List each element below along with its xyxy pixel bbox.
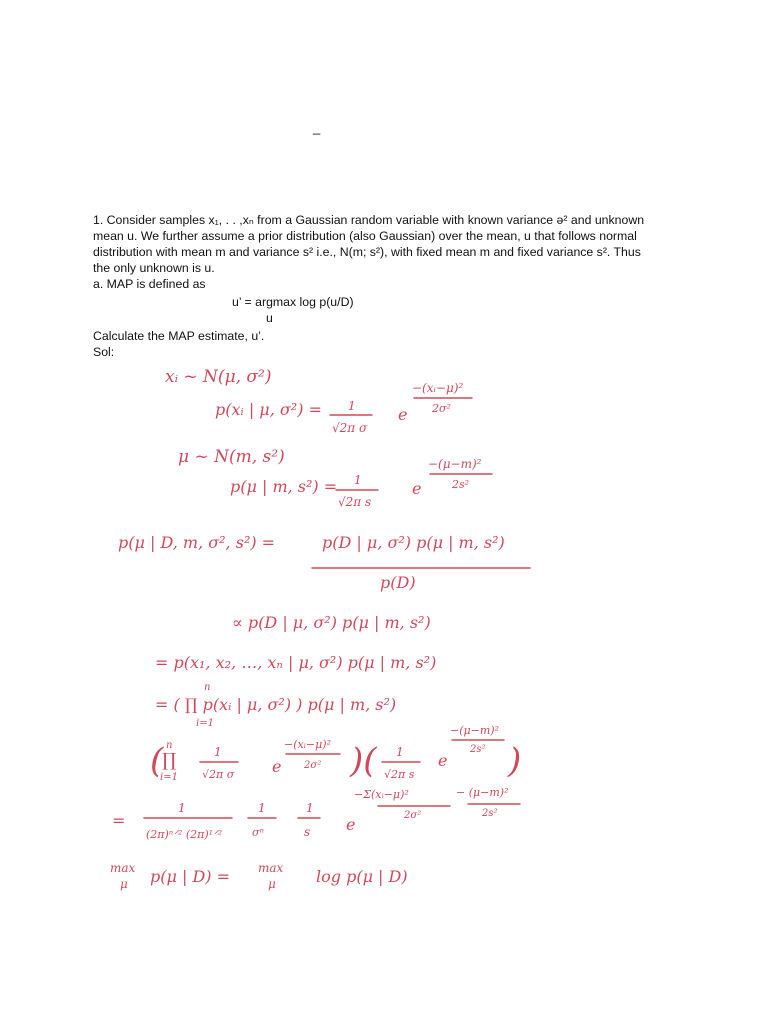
- hw-line-10-e: e: [346, 815, 356, 834]
- hw-line-10-exp2-den: 2s²: [482, 808, 498, 819]
- hw-line-11-rhs: log p(μ | D): [316, 867, 408, 886]
- hw-line-8: = ( ∏ p(xᵢ | μ, σ²) ) p(μ | m, s²): [155, 695, 397, 714]
- hw-line-11-mu1: μ: [120, 877, 128, 891]
- instruction-block: [93, 328, 264, 360]
- hw-line-2-exp-base: e: [398, 405, 408, 424]
- hw-line-9-num1: 1: [214, 745, 222, 759]
- hw-line-9-exp2-num: −(μ−m)²: [450, 724, 500, 737]
- hw-line-9-den1: √2π σ: [202, 768, 235, 781]
- hw-line-3: μ ~ N(m, s²): [178, 447, 285, 467]
- handwritten-solution: [0, 360, 768, 920]
- hw-line-9-n: n: [166, 740, 173, 751]
- hw-line-11-max2: max: [258, 861, 284, 875]
- hw-line-5-lhs: p(μ | D, m, σ², s²) =: [118, 533, 276, 552]
- hw-line-4-exp-base: e: [412, 479, 422, 498]
- hw-line-9-exp1-den: 2σ²: [304, 760, 322, 771]
- hw-line-2-num: 1: [348, 399, 356, 413]
- hw-line-9-exp2-den: 2s²: [470, 744, 486, 755]
- hw-line-2-lhs: p(xᵢ | μ, σ²) =: [215, 400, 322, 419]
- hw-line-5-num: p(D | μ, σ²) p(μ | m, s²): [322, 533, 505, 552]
- hw-line-4-exp-den: 2s²: [452, 478, 470, 491]
- hw-line-4-lhs: p(μ | m, s²) =: [230, 477, 338, 496]
- hw-line-10-exp1-den: 2σ²: [404, 810, 422, 821]
- hw-line-10-num2: 1: [258, 801, 266, 815]
- hw-line-4-den: √2π s: [338, 495, 372, 509]
- hw-line-4-num: 1: [354, 473, 362, 487]
- hw-line-9-e1: e: [272, 757, 282, 776]
- hw-line-8-n: n: [204, 682, 211, 693]
- hw-line-9-prod: ∏: [162, 750, 177, 771]
- problem-statement: [93, 212, 693, 292]
- hw-line-5-den: p(D): [380, 573, 416, 592]
- hw-line-9-mid: )(: [350, 741, 377, 781]
- hw-line-9-den2: √2π s: [384, 768, 415, 781]
- hw-line-9-exp1-num: −(xᵢ−μ)²: [284, 738, 331, 751]
- hw-line-4-exp-num: −(μ−m)²: [428, 457, 482, 471]
- hw-line-11-lhs: p(μ | D) =: [150, 867, 231, 886]
- header-dash: _: [313, 120, 321, 135]
- hw-line-10-den2: σⁿ: [252, 826, 264, 839]
- hw-line-10-num1: 1: [178, 801, 186, 815]
- problem-line-2: mean u. We further assume a prior distribution (also Gaussian) over the mean, u that follows normal: [93, 229, 637, 244]
- hw-line-8-index: i=1: [196, 718, 214, 729]
- hw-line-10-den1: (2π)ⁿᐟ² (2π)¹ᐟ²: [146, 828, 223, 841]
- hw-line-10-exp2-num: − (μ−m)²: [456, 786, 509, 799]
- hw-line-9-open: (: [150, 741, 164, 781]
- hw-line-9-close: ): [508, 741, 522, 781]
- hw-line-1: xᵢ ~ N(μ, σ²): [165, 367, 272, 387]
- hw-line-10-den3: s: [304, 825, 311, 839]
- problem-line-3: distribution with mean m and variance s² i.e., N(m; s²), with fixed mean m and fixed variance s². Thus: [93, 245, 641, 260]
- hw-line-2-exp-num: −(xᵢ−μ)²: [412, 381, 464, 395]
- hw-line-9-num2: 1: [396, 745, 404, 759]
- hw-line-10-eq: =: [112, 811, 126, 830]
- problem-line-1: 1. Consider samples x₁, . . ,xₙ from a Gaussian random variable with known variance ə² and unknown: [93, 213, 645, 227]
- hw-line-11-mu2: μ: [268, 877, 276, 891]
- solution-label: Sol:: [93, 345, 115, 359]
- hw-line-9-e2: e: [438, 751, 448, 770]
- hw-line-7: = p(x₁, x₂, …, xₙ | μ, σ²) p(μ | m, s²): [155, 653, 437, 672]
- problem-line-4: the only unknown is u.: [93, 261, 215, 276]
- problem-part-a: a. MAP is defined as: [93, 277, 206, 292]
- hw-line-9-index: i=1: [160, 772, 178, 783]
- hw-line-11-max1: max: [110, 861, 136, 875]
- hw-line-2-den: √2π σ: [332, 421, 368, 435]
- map-equation-subscript: u: [266, 311, 273, 325]
- instruction-text: Calculate the MAP estimate, u’.: [93, 329, 265, 343]
- map-equation: u’ = argmax log p(u/D): [232, 295, 354, 309]
- hw-line-10-exp1-num: −Σ(xᵢ−μ)²: [354, 788, 409, 801]
- hw-line-2-exp-den: 2σ²: [432, 402, 451, 415]
- hw-line-6: ∝ p(D | μ, σ²) p(μ | m, s²): [232, 613, 431, 632]
- hw-line-10-num3: 1: [306, 801, 314, 815]
